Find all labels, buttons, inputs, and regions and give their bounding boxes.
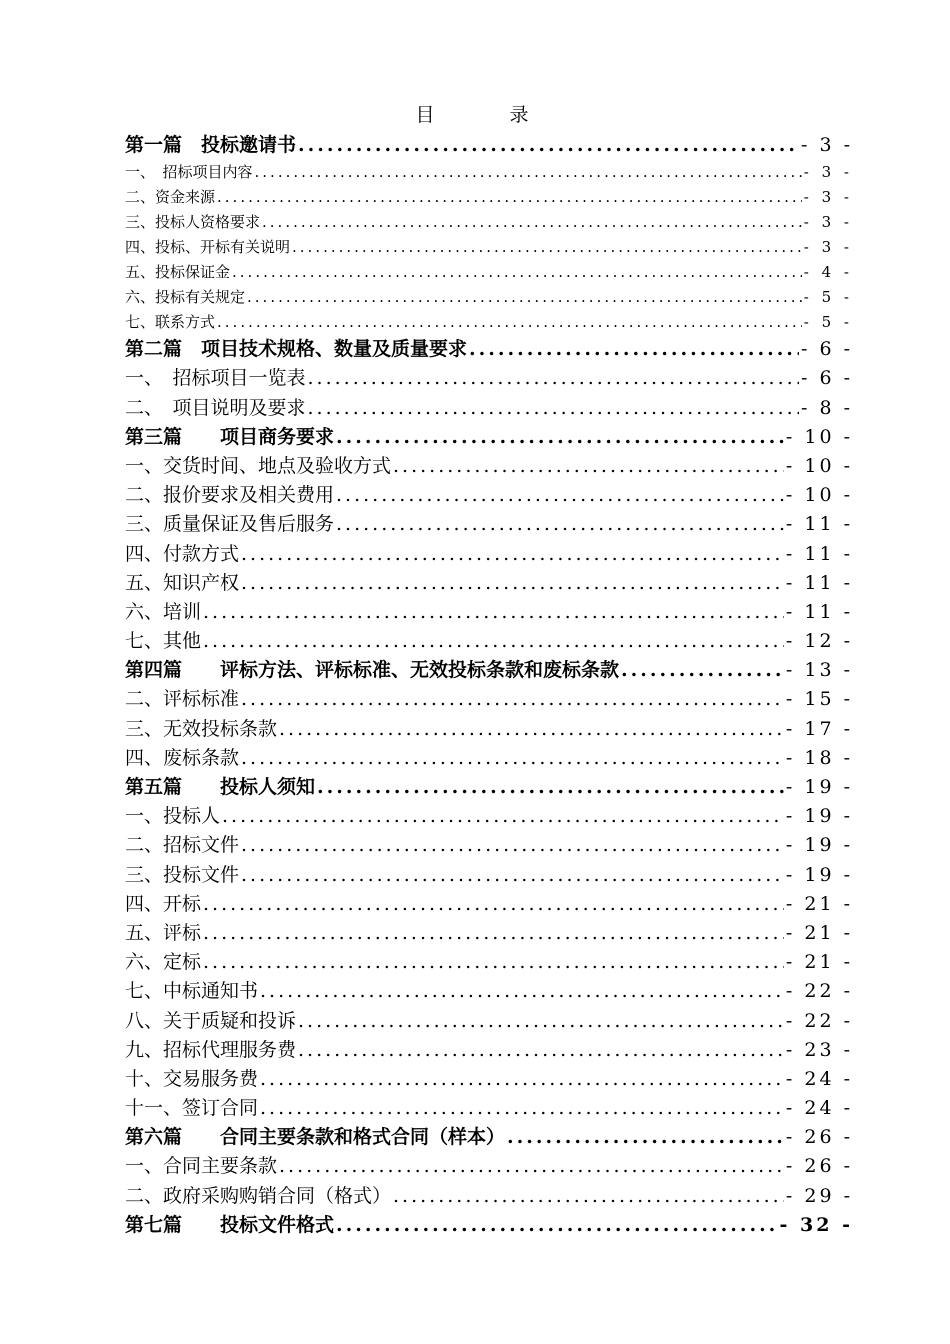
toc-page-number: - 26 - [785,1155,853,1178]
toc-entry-label: 四、废标条款 [125,746,240,769]
toc-entry-label: 四、付款方式 [125,542,240,565]
toc-entry[interactable] [125,310,853,335]
toc-entry[interactable] [125,539,853,568]
toc-page-number: - 5 - [803,313,853,331]
toc-leader-dots [298,1007,784,1036]
toc-leader-dots [336,423,784,452]
toc-entry[interactable] [125,160,853,185]
toc-page-number: - 22 - [785,1009,853,1032]
toc-leader-dots [203,598,784,627]
toc-entry-label: 第三篇 项目商务要求 [125,425,335,448]
toc-entry-label: 七、其他 [125,630,202,653]
toc-entry[interactable] [125,364,853,393]
toc-leader-dots [279,1152,784,1181]
toc-page-number: - 15 - [785,688,853,711]
toc-entry[interactable] [125,185,853,210]
toc-section-entry[interactable] [125,423,853,452]
toc-page-number: - 11 - [785,571,853,594]
toc-page-number: - 5 - [803,288,853,306]
toc-page-number: - 18 - [785,746,853,769]
toc-page-number: - 11 - [785,513,853,536]
toc-entry[interactable] [125,919,853,948]
toc-page-number: - 19 - [785,805,853,828]
toc-page-number: - 10 - [785,484,853,507]
toc-entry-label: 一、合同主要条款 [125,1155,278,1178]
toc-leader-dots [336,481,784,510]
toc-leader-dots [260,1065,784,1094]
toc-entry-label: 三、投标文件 [125,863,240,886]
toc-leader-dots [260,1094,784,1123]
toc-leader-dots [241,831,784,860]
toc-entry-label: 三、无效投标条款 [125,717,278,740]
toc-leader-dots [393,452,784,481]
toc-entry[interactable] [125,481,853,510]
toc-page-number: - 3 - [803,238,853,256]
toc-leader-dots [298,1036,784,1065]
toc-entry[interactable] [125,714,853,743]
toc-entry[interactable] [125,1181,853,1210]
toc-leader-dots [260,977,784,1006]
toc-entry-label: 七、中标通知书 [125,980,259,1003]
toc-entry-label: 二、招标文件 [125,834,240,857]
toc-entry-label: 十、交易服务费 [125,1067,259,1090]
toc-section-entry[interactable] [125,1211,853,1240]
toc-entry[interactable] [125,510,853,539]
toc-page-number: - 21 - [785,921,853,944]
toc-entry[interactable] [125,627,853,656]
toc-entry-label: 八、关于质疑和投诉 [125,1009,297,1032]
toc-page-number: - 3 - [800,134,853,156]
toc-entry[interactable] [125,452,853,481]
toc-entry[interactable] [125,860,853,889]
toc-entry-label: 一、 招标项目内容 [125,163,253,181]
table-of-contents [125,131,853,1240]
toc-entry-label: 一、交货时间、地点及验收方式 [125,454,392,477]
toc-entry[interactable] [125,598,853,627]
toc-entry[interactable] [125,948,853,977]
toc-page-number: - 8 - [800,396,853,419]
toc-entry-label: 第五篇 投标人须知 [125,776,316,798]
toc-entry-label: 一、投标人 [125,805,221,828]
toc-page-number: - 19 - [785,776,853,798]
toc-entry-label: 第四篇 评标方法、评标标准、无效投标条款和废标条款 [125,659,620,682]
toc-entry-label: 第六篇 合同主要条款和格式合同（样本） [125,1126,506,1149]
toc-leader-dots [241,744,784,773]
toc-entry[interactable] [125,685,853,714]
toc-entry-label: 第一篇 投标邀请书 [125,134,297,156]
toc-page-number: - 21 - [785,892,853,915]
toc-entry[interactable] [125,210,853,235]
toc-leader-dots [203,919,784,948]
toc-entry[interactable] [125,744,853,773]
toc-entry-label: 二、评标标准 [125,688,240,711]
toc-leader-dots [217,185,802,210]
toc-entry-label: 四、开标 [125,892,202,915]
toc-entry-label: 二、政府采购购销合同（格式） [125,1184,392,1207]
toc-entry-label: 五、知识产权 [125,571,240,594]
toc-entry-label: 二、报价要求及相关费用 [125,484,335,507]
toc-entry[interactable] [125,393,853,422]
toc-leader-dots [232,260,802,285]
toc-section-entry[interactable] [125,131,853,160]
toc-leader-dots [469,335,799,364]
toc-leader-dots [336,1211,778,1240]
toc-leader-dots [241,569,784,598]
toc-section-entry[interactable] [125,335,853,364]
toc-entry-label: 七、联系方式 [125,313,216,331]
toc-page-number: - 23 - [785,1038,853,1061]
toc-page-number: - 11 - [785,542,853,565]
toc-page-number: - 24 - [785,1067,853,1090]
toc-entry-label: 四、投标、开标有关说明 [125,238,291,256]
toc-leader-dots [247,285,802,310]
toc-entry-label: 一、 招标项目一览表 [125,367,306,390]
toc-entry[interactable] [125,285,853,310]
toc-entry-label: 五、评标 [125,921,202,944]
toc-page-number: - 11 - [785,600,853,623]
toc-leader-dots [336,510,784,539]
toc-page-number: - 21 - [785,951,853,974]
toc-entry-label: 十一、签订合同 [125,1097,259,1120]
toc-page-number: - 26 - [785,1126,853,1149]
toc-leader-dots [217,310,802,335]
toc-page-number: - 3 - [803,163,853,181]
toc-leader-dots [393,1182,784,1211]
toc-page-number: - 19 - [785,834,853,857]
toc-page-number: - 12 - [785,630,853,653]
toc-entry[interactable] [125,1065,853,1094]
toc-page-number: - 3 - [803,188,853,206]
toc-entry-label: 五、投标保证金 [125,263,231,281]
toc-page-number: - 13 - [785,659,853,682]
toc-entry-label: 第七篇 投标文件格式 [125,1213,335,1236]
toc-entry[interactable] [125,1094,853,1123]
toc-page-number: - 6 - [800,367,853,390]
toc-leader-dots [262,210,802,235]
toc-entry-label: 三、质量保证及售后服务 [125,513,335,536]
toc-leader-dots [203,627,784,656]
toc-entry-label: 六、投标有关规定 [125,288,246,306]
toc-page-number: - 17 - [785,717,853,740]
toc-entry-label: 六、培训 [125,600,202,623]
toc-page-number: - 32 - [779,1213,853,1236]
toc-leader-dots [241,861,784,890]
toc-leader-dots [241,540,784,569]
toc-entry[interactable] [125,1006,853,1035]
toc-section-entry[interactable] [125,1123,853,1152]
toc-entry-label: 六、定标 [125,951,202,974]
toc-entry[interactable] [125,1152,853,1181]
toc-leader-dots [308,394,799,423]
toc-entry-label: 九、招标代理服务费 [125,1038,297,1061]
toc-page-number: - 22 - [785,980,853,1003]
toc-entry[interactable] [125,831,853,860]
toc-page-number: - 4 - [803,263,853,281]
toc-entry-label: 二、 项目说明及要求 [125,396,306,419]
toc-page-number: - 10 - [785,454,853,477]
toc-entry[interactable] [125,890,853,919]
toc-leader-dots [255,160,802,185]
toc-page-number: - 29 - [785,1184,853,1207]
toc-leader-dots [298,131,799,160]
toc-leader-dots [279,715,784,744]
toc-leader-dots [222,802,784,831]
toc-entry[interactable] [125,260,853,285]
toc-leader-dots [507,1123,784,1152]
toc-section-entry[interactable] [125,773,853,802]
toc-leader-dots [621,656,784,685]
toc-leader-dots [317,773,784,802]
toc-entry[interactable] [125,802,853,831]
toc-page-number: - 6 - [800,338,853,361]
toc-leader-dots [292,235,802,260]
toc-entry-label: 三、投标人资格要求 [125,213,261,231]
toc-section-entry[interactable] [125,656,853,685]
toc-leader-dots [308,364,799,393]
toc-leader-dots [241,685,784,714]
toc-leader-dots [203,948,784,977]
toc-page-number: - 19 - [785,863,853,886]
toc-entry[interactable] [125,569,853,598]
toc-page-number: - 24 - [785,1097,853,1120]
toc-leader-dots [203,890,784,919]
toc-entry-label: 第二篇 项目技术规格、数量及质量要求 [125,338,468,361]
toc-entry[interactable] [125,1036,853,1065]
toc-entry[interactable] [125,235,853,260]
toc-title: 目 录 [415,104,557,126]
toc-entry-label: 二、资金来源 [125,188,216,206]
toc-page-number: - 3 - [803,213,853,231]
toc-page-number: - 10 - [785,425,853,448]
toc-entry[interactable] [125,977,853,1006]
